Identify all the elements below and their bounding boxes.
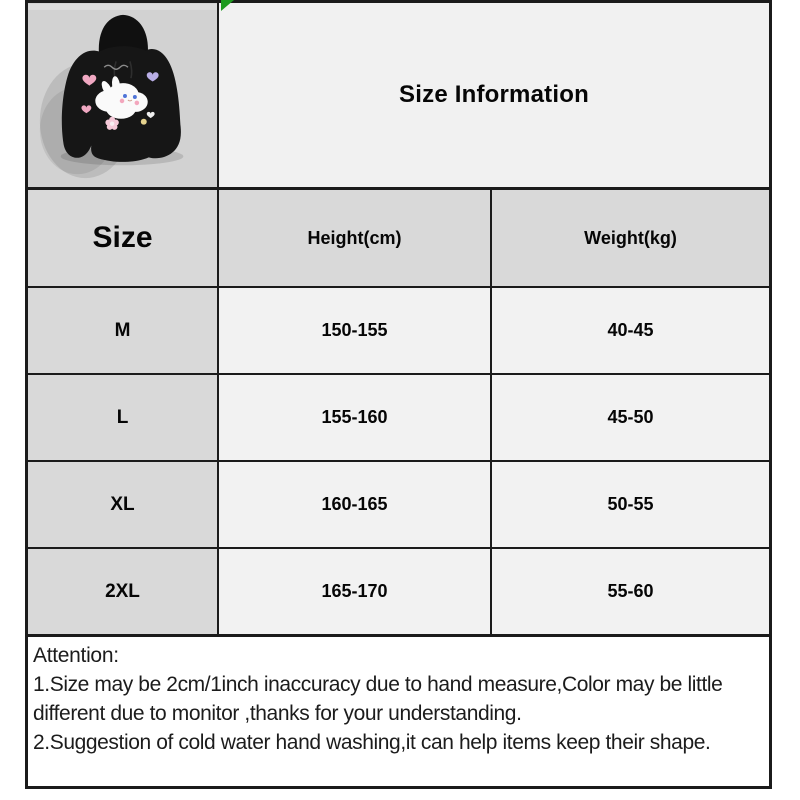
table-header-row bbox=[28, 187, 769, 286]
height-value: 165-170 bbox=[219, 549, 492, 634]
height-value: 150-155 bbox=[219, 288, 492, 373]
column-header-size: Size bbox=[28, 190, 219, 286]
table-row bbox=[28, 286, 769, 373]
height-value: 160-165 bbox=[219, 462, 492, 547]
size-label: XL bbox=[28, 462, 219, 547]
attention-line: 2.Suggestion of cold water hand washing,it can help items keep their shape. bbox=[33, 731, 711, 754]
attention-title: Attention: bbox=[33, 644, 119, 667]
height-value: 155-160 bbox=[219, 375, 492, 460]
table-row bbox=[28, 547, 769, 634]
top-section bbox=[28, 3, 769, 187]
table-row bbox=[28, 460, 769, 547]
size-label: M bbox=[28, 288, 219, 373]
weight-value: 50-55 bbox=[492, 462, 769, 547]
attention-line: 1.Size may be 2cm/1inch inaccuracy due to hand measure,Color may be little bbox=[33, 673, 723, 696]
size-label: 2XL bbox=[28, 549, 219, 634]
weight-value: 40-45 bbox=[492, 288, 769, 373]
size-label: L bbox=[28, 375, 219, 460]
hoodie-graphic bbox=[28, 3, 217, 187]
size-info-sheet bbox=[25, 0, 772, 789]
title-panel bbox=[219, 3, 769, 187]
green-corner-triangle-icon bbox=[221, 0, 234, 11]
attention-box bbox=[28, 634, 769, 786]
attention-line: different due to monitor ,thanks for your understanding. bbox=[33, 702, 522, 725]
weight-value: 45-50 bbox=[492, 375, 769, 460]
product-photo bbox=[28, 3, 219, 187]
weight-value: 55-60 bbox=[492, 549, 769, 634]
page-title: Size Information bbox=[399, 81, 589, 108]
column-header-height: Height(cm) bbox=[219, 190, 492, 286]
column-header-weight: Weight(kg) bbox=[492, 190, 769, 286]
table-row bbox=[28, 373, 769, 460]
